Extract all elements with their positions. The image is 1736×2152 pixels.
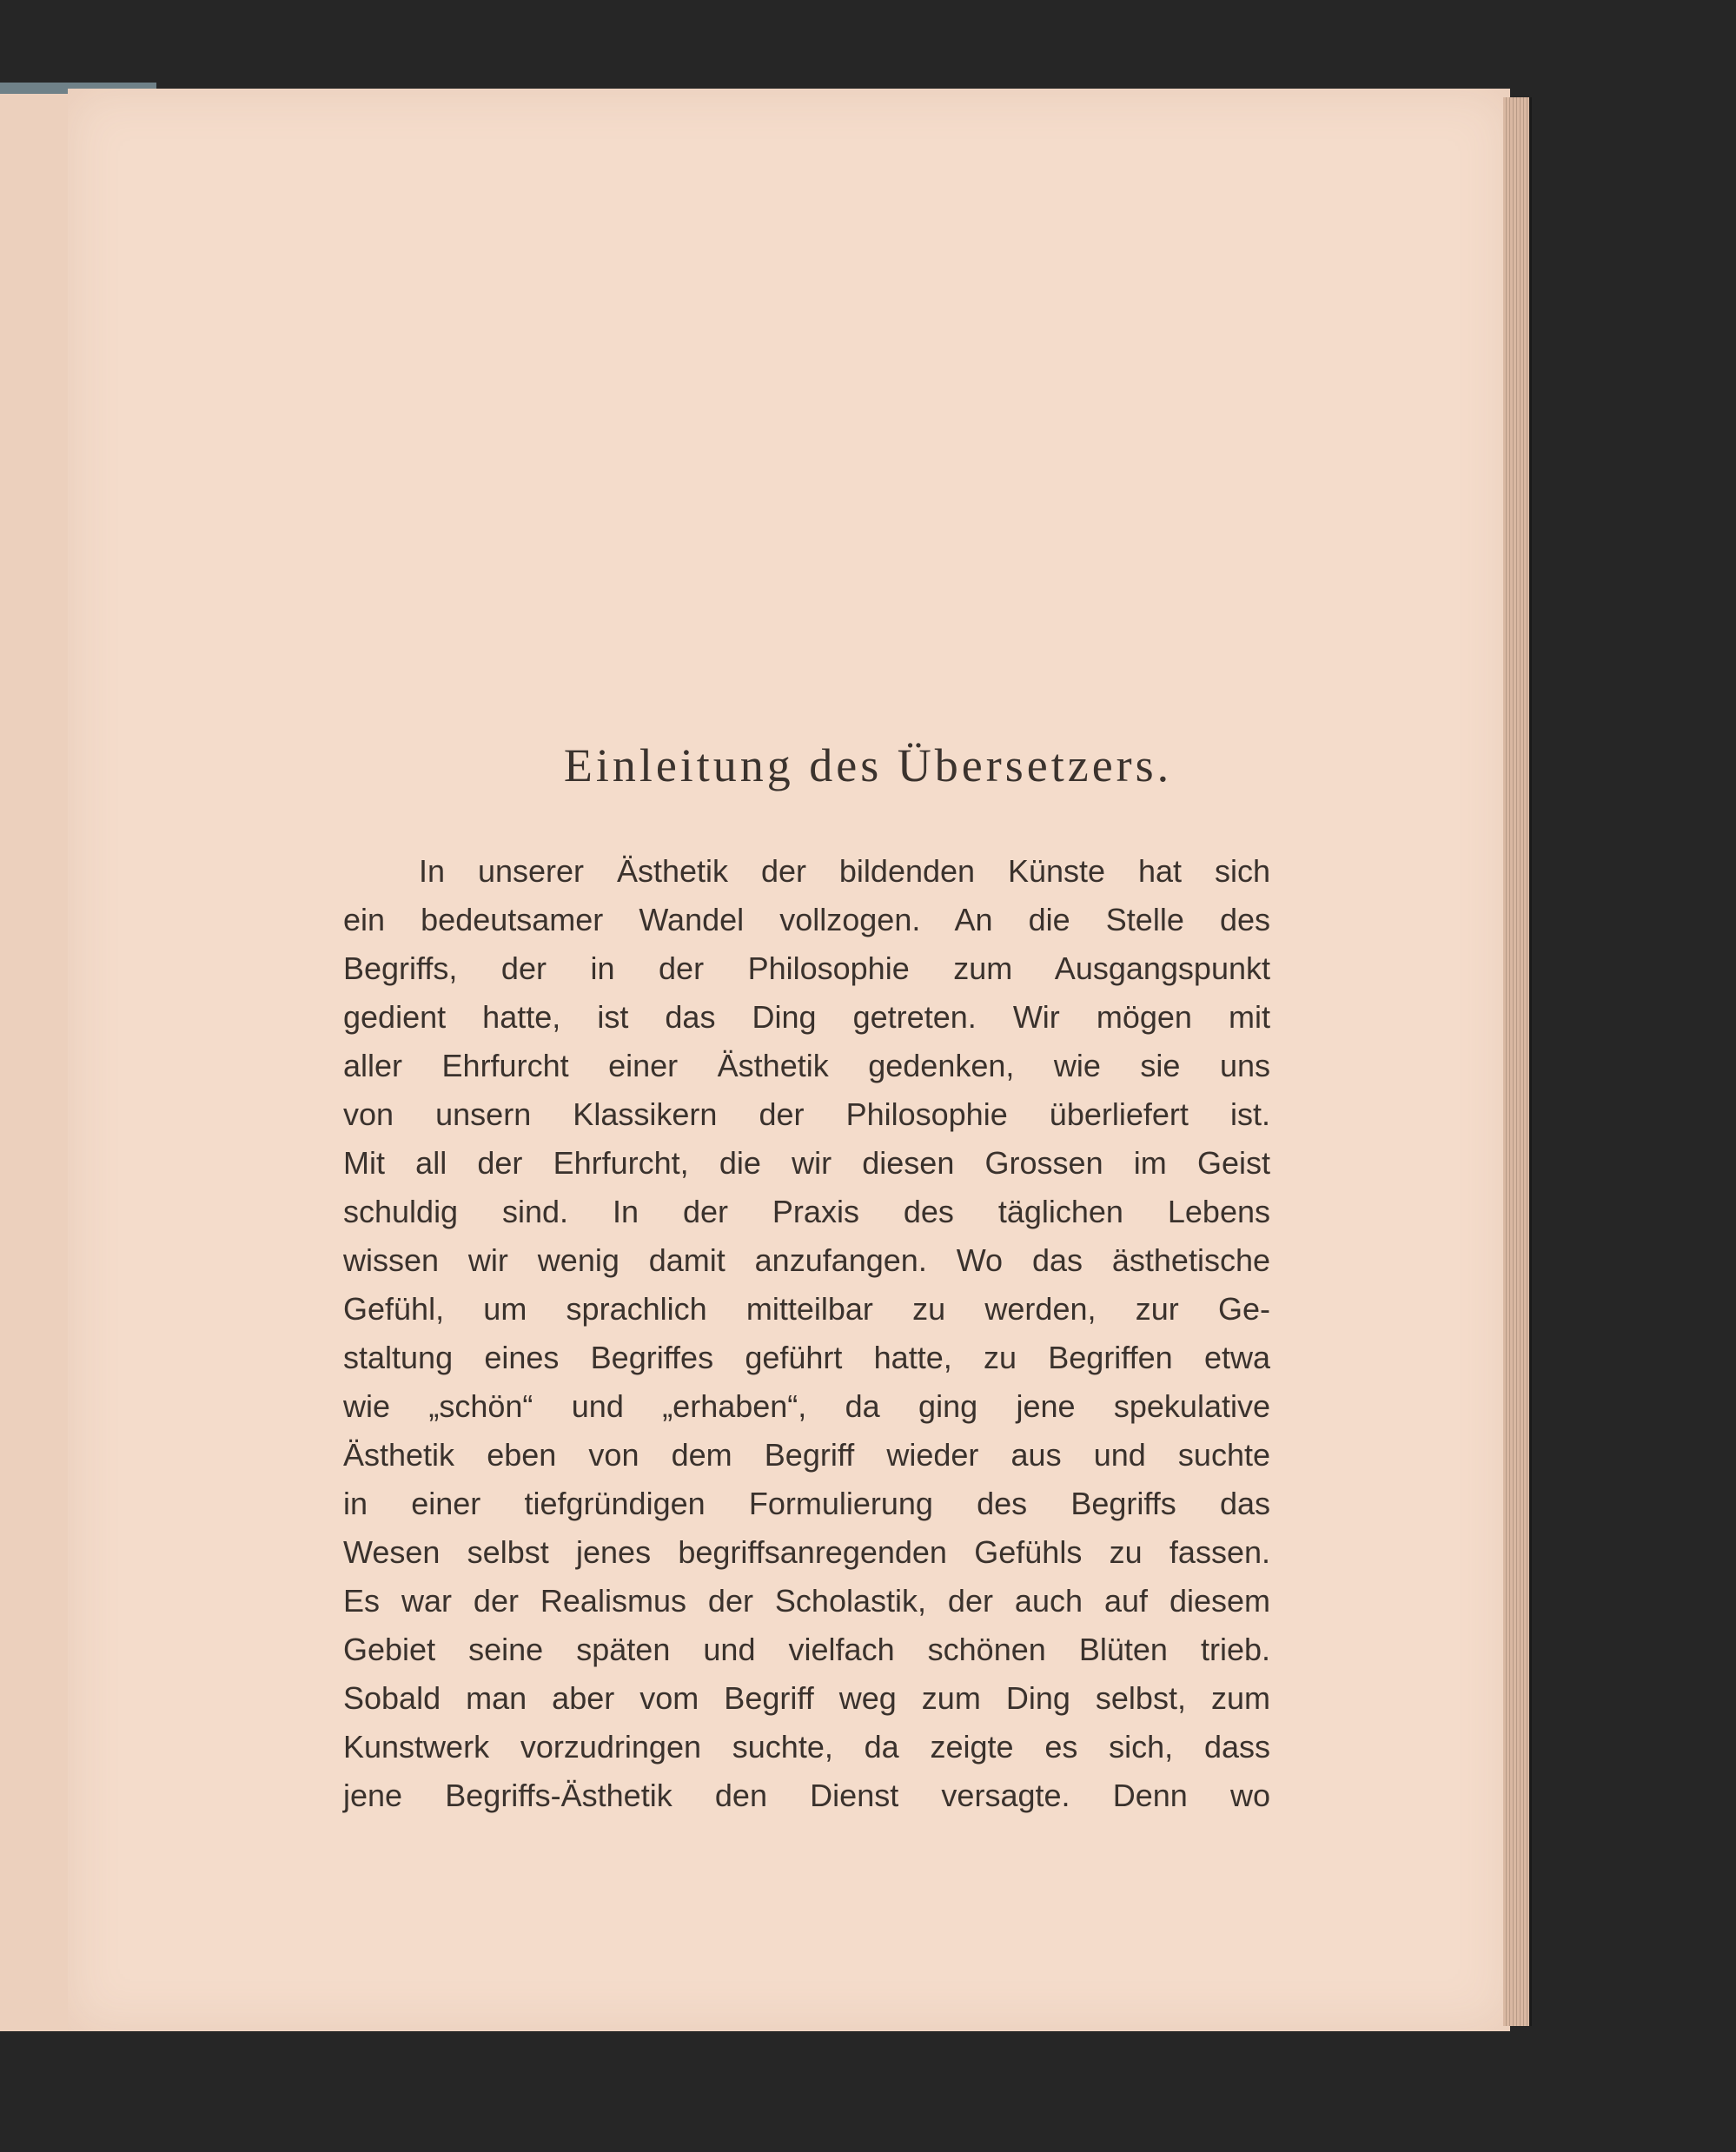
text-line: von unsern Klassikern der Philosophie überliefert ist. [343,1096,1270,1132]
text-line: Ästhetik eben von dem Begriff wieder aus und suchte [343,1437,1270,1473]
text-line: aller Ehrfurcht einer Ästhetik gedenken, wie sie uns [343,1048,1270,1083]
text-line: In unserer Ästhetik der bildenden Künste hat sich [419,853,1270,889]
text-line: gedient hatte, ist das Ding getreten. Wir mögen mit [343,999,1270,1035]
text-line: wie „schön“ und „erhaben“, da ging jene spekulative [343,1388,1270,1424]
page-stack-edge [1503,97,1532,2026]
text-line: Es war der Realismus der Scholastik, der auch auf diesem [343,1583,1270,1619]
text-line: wissen wir wenig damit anzufangen. Wo das ästhetische [343,1242,1270,1278]
text-line: in einer tiefgründigen Formulierung des Begriffs das [343,1486,1270,1521]
text-line: schuldig sind. In der Praxis des täglichen Lebens [343,1194,1270,1229]
text-line: Kunstwerk vorzudringen suchte, da zeigte es sich, dass [343,1729,1270,1765]
left-page-edge [0,94,70,2031]
text-line: ein bedeutsamer Wandel vollzogen. An die Stelle des [343,902,1270,937]
body-paragraph [343,847,1270,1820]
text-line: Sobald man aber vom Begriff weg zum Ding selbst, zum [343,1680,1270,1716]
text-line: staltung eines Begriffes geführt hatte, zu Begriffen etwa [343,1340,1270,1375]
text-line: Begriffs, der in der Philosophie zum Ausgangspunkt [343,950,1270,986]
text-line: Gefühl, um sprachlich mitteilbar zu werden, zur Ge- [343,1291,1270,1327]
text-line: Wesen selbst jenes begriffsanregenden Gefühls zu fassen. [343,1534,1270,1570]
text-line: Gebiet seine späten und vielfach schönen Blüten trieb. [343,1632,1270,1667]
text-line: Mit all der Ehrfurcht, die wir diesen Grossen im Geist [343,1145,1270,1181]
text-line: jene Begriffs-Ästhetik den Dienst versagte. Denn wo [343,1778,1270,1813]
chapter-title: Einleitung des Übersetzers. [563,739,1173,791]
